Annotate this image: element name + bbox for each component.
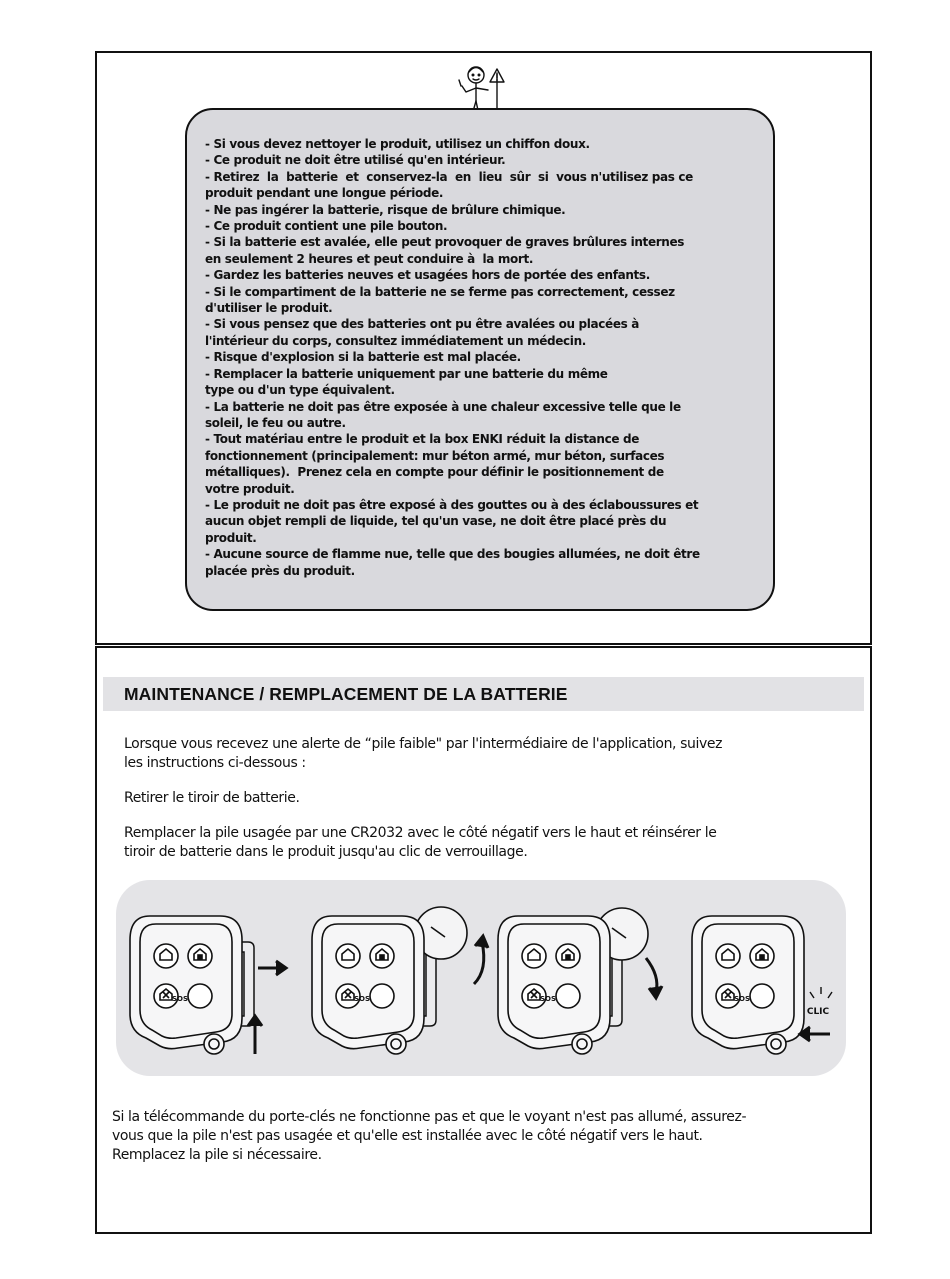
warning-line: - Gardez les batteries neuves et usagées hors de portée des enfants. <box>205 268 650 283</box>
warning-line: aucun objet rempli de liquide, tel qu'un vase, ne doit être placé près du <box>205 514 667 529</box>
warning-list <box>205 136 765 579</box>
arrow-icon <box>800 1027 830 1041</box>
step-4-figure <box>692 916 832 1054</box>
sos-label-4: SOS <box>733 995 751 1003</box>
intro-paragraph <box>124 735 722 773</box>
battery-steps-illustration <box>116 880 846 1076</box>
warning-line: fonctionnement (principalement: mur béton armé, mur béton, surfaces <box>205 448 665 463</box>
footer-line: Remplacez la pile si nécessaire. <box>112 1147 322 1163</box>
warning-line: - Ce produit ne doit être utilisé qu'en intérieur. <box>205 153 506 168</box>
warning-line: d'utiliser le produit. <box>205 301 333 316</box>
warning-line: votre produit. <box>205 481 295 496</box>
step-2-figure <box>312 907 488 1054</box>
sos-label-1: SOS <box>171 995 189 1003</box>
sos-label-2: SOS <box>353 995 371 1003</box>
warning-line: produit pendant une longue période. <box>205 186 444 201</box>
warning-line: métalliques). Prenez cela en compte pour définir le positionnement de <box>205 465 664 480</box>
step-replace-battery <box>124 824 716 862</box>
warning-line: - Si le compartiment de la batterie ne se ferme pas correctement, cessez <box>205 284 675 299</box>
warning-line: - Risque d'explosion si la batterie est mal placée. <box>205 350 521 365</box>
steps-drawing <box>116 880 846 1076</box>
step-line: tiroir de batterie dans le produit jusqu'au clic de verrouillage. <box>124 844 528 860</box>
warning-line: type ou d'un type équivalent. <box>205 383 395 398</box>
warning-line: - Ne pas ingérer la batterie, risque de brûlure chimique. <box>205 202 566 217</box>
click-lines-icon <box>810 987 832 998</box>
clic-label: CLIC <box>806 1007 830 1017</box>
section-title: MAINTENANCE / REMPLACEMENT DE LA BATTERIE <box>124 684 568 704</box>
intro-line: Lorsque vous recevez une alerte de “pile faible" par l'intermédiaire de l'application, suivez <box>124 736 723 752</box>
warning-line: - Tout matériau entre le produit et la box ENKI réduit la distance de <box>205 432 639 447</box>
arrow-icon <box>646 958 662 998</box>
warning-line: - Si vous pensez que des batteries ont pu être avalées ou placées à <box>205 317 639 332</box>
step-remove-drawer: Retirer le tiroir de batterie. <box>124 790 300 806</box>
warning-line: - Si la batterie est avalée, elle peut provoquer de graves brûlures internes <box>205 235 685 250</box>
warning-line: - La batterie ne doit pas être exposée à une chaleur excessive telle que le <box>205 399 681 414</box>
warning-line: - Ce produit contient une pile bouton. <box>205 219 448 234</box>
warning-line: placée près du produit. <box>205 563 355 578</box>
warning-line: - Si vous devez nettoyer le produit, utilisez un chiffon doux. <box>205 137 590 151</box>
arrow-icon <box>474 936 488 984</box>
footer-line: vous que la pile n'est pas usagée et qu'elle est installée avec le côté négatif vers le haut. <box>112 1128 703 1144</box>
warning-line: en seulement 2 heures et peut conduire à la mort. <box>205 251 534 266</box>
warning-line: - Le produit ne doit pas être exposé à des gouttes ou à des éclaboussures et <box>205 497 699 512</box>
warning-line: soleil, le feu ou autre. <box>205 415 346 430</box>
footer-paragraph <box>112 1108 746 1165</box>
step-1-figure <box>130 916 286 1054</box>
sos-label-3: SOS <box>539 995 557 1003</box>
footer-line: Si la télécommande du porte-clés ne fonctionne pas et que le voyant n'est pas allumé, assurez- <box>112 1109 747 1125</box>
warning-line: l'intérieur du corps, consultez immédiatement un médecin. <box>205 333 586 348</box>
warning-line: - Retirez la batterie et conservez-la en lieu sûr si vous n'utilisez pas ce <box>205 169 693 184</box>
warning-line: - Remplacer la batterie uniquement par une batterie du même <box>205 366 608 381</box>
step-line: Remplacer la pile usagée par une CR2032 avec le côté négatif vers le haut et réinsérer le <box>124 825 717 841</box>
step-3-figure <box>498 908 662 1054</box>
intro-line: les instructions ci-dessous : <box>124 755 306 771</box>
warning-line: produit. <box>205 530 257 545</box>
warning-line: - Aucune source de flamme nue, telle que des bougies allumées, ne doit être <box>205 547 700 562</box>
